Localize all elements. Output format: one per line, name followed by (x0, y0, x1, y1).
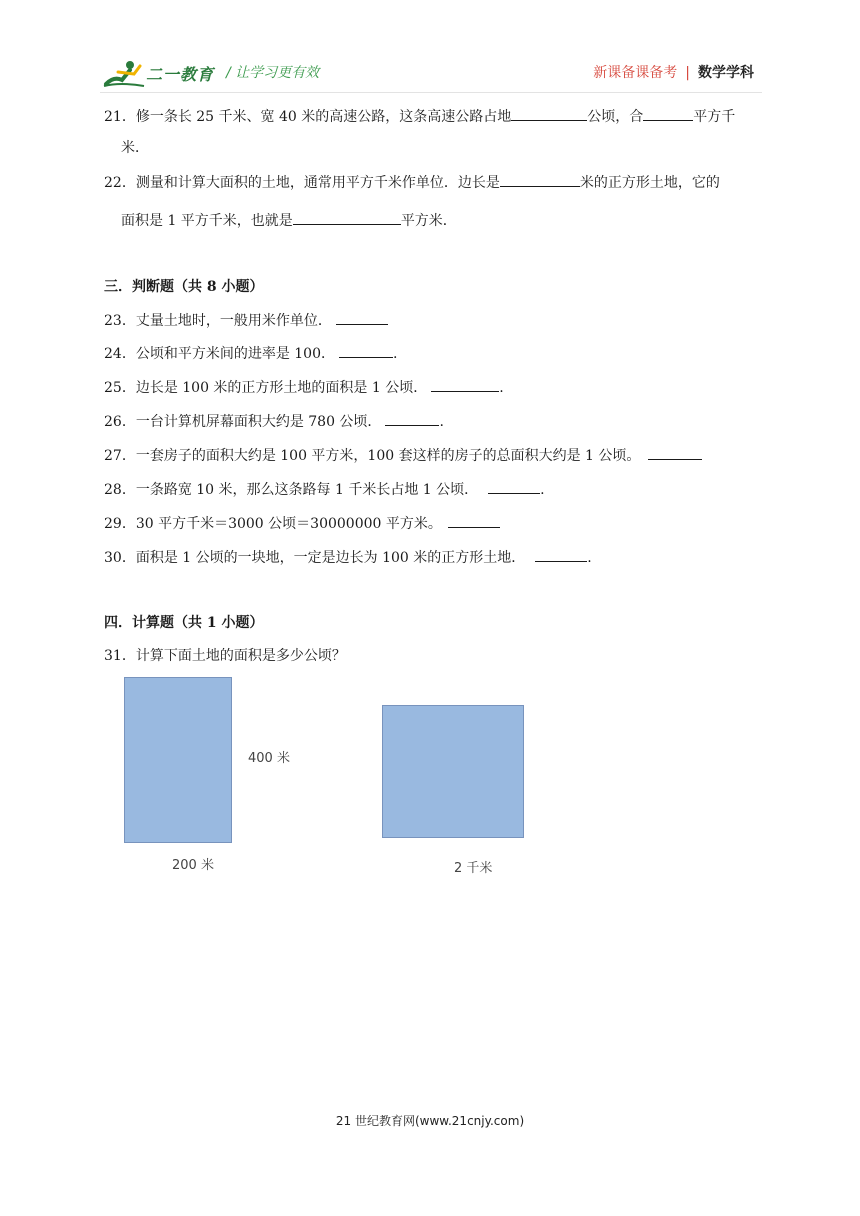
section-heading-text: 小题） (216, 615, 264, 631)
question-tail: . (587, 550, 592, 566)
question-23 (104, 310, 388, 331)
page-footer: 21 世纪教育网(www.21cnjy.com) (335, 1114, 525, 1128)
answer-blank[interactable] (385, 411, 439, 426)
question-text: 29．30 平方千米＝3000 公顷＝30000000 平方米。 (104, 516, 442, 532)
question-text: 平方米． (400, 213, 457, 229)
question-text: 24．公顷和平方米间的进率是 100． (104, 346, 335, 362)
header-divider (100, 92, 762, 93)
question-22 (104, 172, 720, 193)
question-text: 28．一条路宽 10 米，那么这条路每 1 千米长占地 1 公顷． (104, 482, 479, 498)
question-31: 31．计算下面土地的面积是多少公顷？ (104, 648, 346, 664)
rectangle-figure (124, 677, 232, 843)
square-figure (382, 705, 524, 838)
question-21 (104, 106, 735, 127)
question-tail: . (540, 482, 545, 498)
question-tail: . (439, 414, 444, 430)
logo-text: 二一教育 (146, 65, 215, 84)
question-30 (104, 547, 592, 568)
answer-blank[interactable] (339, 343, 393, 358)
section-heading-text: 三．判断题（共 (104, 279, 207, 295)
rectangle-width-label: 200 米 (172, 858, 214, 873)
answer-blank[interactable] (535, 547, 587, 562)
header-separator: | (685, 65, 690, 81)
section-4-heading (104, 612, 264, 632)
question-tail: . (499, 380, 504, 396)
answer-blank[interactable] (648, 445, 702, 460)
section-3-heading (104, 276, 264, 296)
answer-blank[interactable] (448, 513, 500, 528)
question-text: 27．一套房子的面积大约是 100 平方米，100 套这样的房子的总面积大约是 1 公顷。 (104, 448, 641, 464)
question-text: 21．修一条长 25 千米、宽 40 米的高速公路，这条高速公路占地 (104, 109, 512, 125)
answer-blank[interactable] (500, 172, 580, 187)
rectangle-height-label: 400 米 (248, 751, 290, 766)
question-27 (104, 445, 702, 466)
question-28 (104, 479, 545, 500)
answer-blank[interactable] (511, 106, 587, 121)
question-22-cont (121, 210, 457, 231)
question-text: 公顷，合 (587, 109, 644, 125)
question-text: 23．丈量土地时，一般用米作单位． (104, 313, 332, 329)
answer-blank[interactable] (293, 210, 401, 225)
subject-label: 数学学科 (698, 65, 754, 81)
question-25 (104, 377, 504, 398)
question-text: 米的正方形土地，它的 (579, 175, 720, 191)
answer-blank[interactable] (643, 106, 693, 121)
question-tail: . (393, 346, 398, 362)
question-24 (104, 343, 397, 364)
question-text: 30．面积是 1 公顷的一块地，一定是边长为 100 米的正方形土地． (104, 550, 526, 566)
header-right (593, 62, 754, 82)
question-text: 22．测量和计算大面积的土地，通常用平方千米作单位．边长是 (104, 175, 500, 191)
question-text: 面积是 1 平方千米，也就是 (121, 213, 293, 229)
tagline: 新课备课备考 (593, 65, 678, 81)
answer-blank[interactable] (488, 479, 540, 494)
slogan: / 让学习更有效 (226, 65, 320, 81)
question-26 (104, 411, 444, 432)
question-29 (104, 513, 500, 534)
section-count: 1 (206, 615, 217, 631)
question-text: 25．边长是 100 米的正方形土地的面积是 1 公顷． (104, 380, 428, 396)
section-heading-text: 小题） (216, 279, 264, 295)
answer-blank[interactable] (431, 377, 499, 392)
section-count: 8 (206, 279, 217, 295)
section-heading-text: 四．计算题（共 (104, 615, 207, 631)
square-side-label: 2 千米 (454, 861, 493, 876)
question-21-cont: 米． (121, 140, 149, 156)
question-text: 26．一台计算机屏幕面积大约是 780 公顷． (104, 414, 382, 430)
question-text: 平方千 (693, 109, 736, 125)
answer-blank[interactable] (336, 310, 388, 325)
